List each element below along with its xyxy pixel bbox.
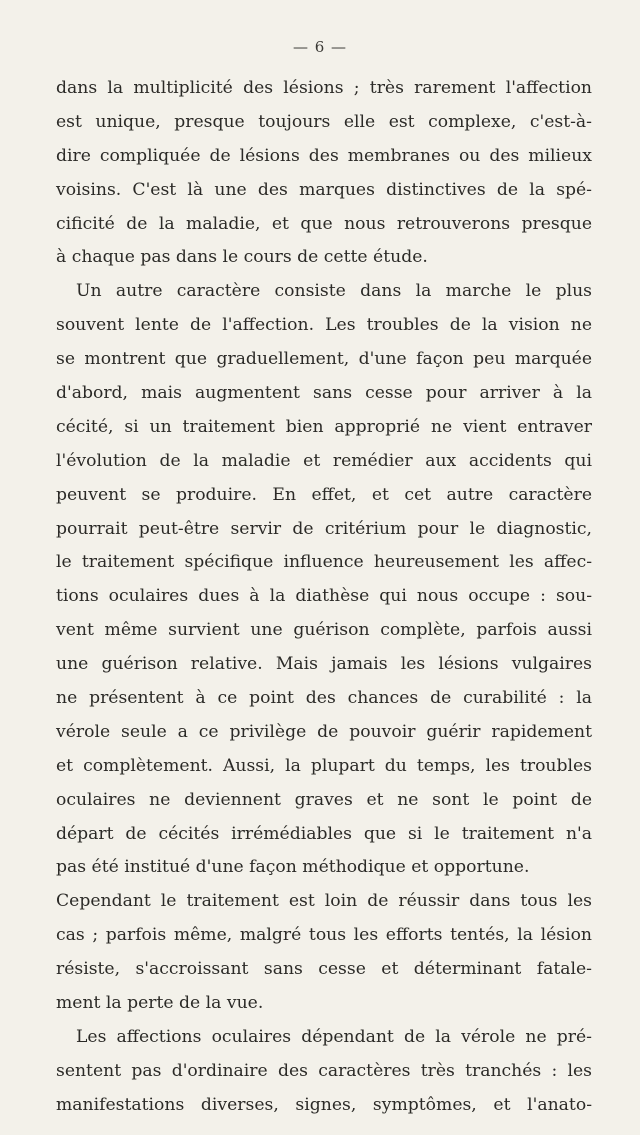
text-line: sentent pas d'ordinaire des caractères très tranchés : les: [56, 1060, 592, 1081]
text-line: d'abord, mais augmentent sans cesse pour arriver à la: [56, 383, 592, 404]
text-line: à chaque pas dans le cours de cette étude.: [56, 247, 428, 268]
text-line: départ de cécités irrémédiables que si le traitement n'a: [56, 823, 592, 844]
text-line: cificité de la maladie, et que nous retrouverons presque: [56, 213, 592, 234]
text-line: dire compliquée de lésions des membranes ou des milieux: [56, 145, 592, 166]
text-line: est unique, presque toujours elle est complexe, c'est-à-: [56, 111, 592, 132]
text-line: cécité, si un traitement bien approprié ne vient entraver: [56, 416, 592, 437]
text-line: pas été institué d'une façon méthodique et opportune.: [56, 857, 530, 878]
text-line: vérole seule a ce privilège de pouvoir guérir rapidement: [56, 721, 592, 742]
text-line: l'évolution de la maladie et remédier aux accidents qui: [56, 450, 592, 471]
text-line: vent même survient une guérison complète, parfois aussi: [56, 620, 592, 641]
text-line: résiste, s'accroissant sans cesse et déterminant fatale-: [56, 959, 592, 980]
text-line: tions oculaires dues à la diathèse qui nous occupe : sou-: [56, 586, 592, 607]
text-line: Cependant le traitement est loin de réussir dans tous les: [56, 891, 592, 912]
text-line: pourrait peut-être servir de critérium pour le diagnostic,: [56, 518, 592, 539]
page-number: — 6 —: [292, 38, 348, 56]
text-line: souvent lente de l'affection. Les troubles de la vision ne: [56, 315, 592, 336]
text-line: peuvent se produire. En effet, et cet autre caractère: [56, 484, 592, 505]
text-line: Un autre caractère consiste dans la marche le plus: [76, 281, 592, 302]
text-line: manifestations diverses, signes, symptômes, et l'anato-: [56, 1094, 592, 1115]
text-line: se montrent que graduellement, d'une façon peu marquée: [56, 349, 592, 370]
text-line: ment la perte de la vue.: [56, 993, 264, 1014]
text-line: Les affections oculaires dépendant de la vérole ne pré-: [76, 1026, 592, 1047]
text-line: et complètement. Aussi, la plupart du temps, les troubles: [56, 755, 592, 776]
text-line: voisins. C'est là une des marques distinctives de la spé-: [56, 179, 592, 200]
text-line: le traitement spécifique influence heureusement les affec-: [56, 552, 592, 573]
text-line: oculaires ne deviennent graves et ne sont le point de: [56, 789, 592, 810]
text-line: cas ; parfois même, malgré tous les efforts tentés, la lésion: [56, 925, 592, 946]
body-text: [56, 72, 592, 1123]
text-line: ne présentent à ce point des chances de curabilité : la: [56, 688, 592, 709]
text-line: une guérison relative. Mais jamais les lésions vulgaires: [56, 654, 592, 675]
text-line: dans la multiplicité des lésions ; très rarement l'affection: [56, 78, 592, 98]
